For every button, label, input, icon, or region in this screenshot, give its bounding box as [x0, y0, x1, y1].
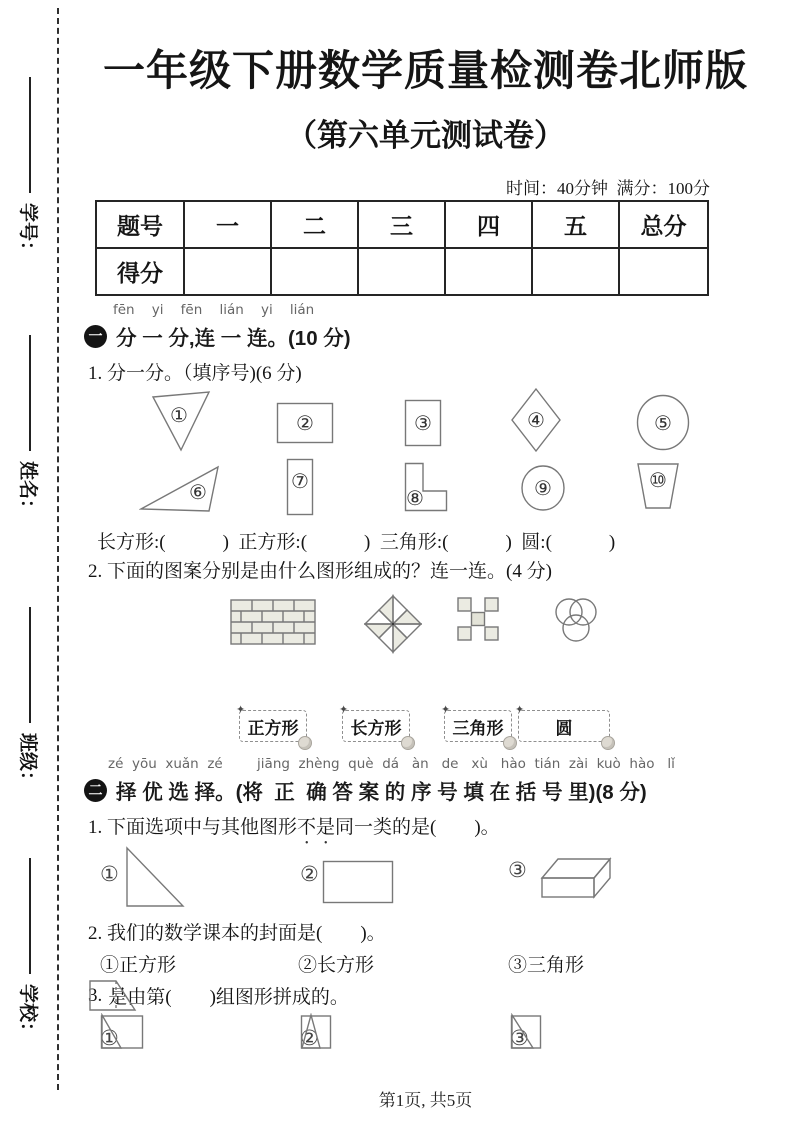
q2-3-option1	[100, 1026, 119, 1050]
pin-icon: ✦	[236, 703, 246, 716]
binding-dashed-line	[57, 8, 59, 1090]
q2-2-option3: ③三角形	[508, 955, 585, 976]
tag-triangle	[441, 703, 512, 742]
tag-rectangle	[339, 703, 410, 742]
q2-1-text-pre: 1. 下面选项中与其他图形	[88, 817, 298, 838]
q1-1-answer-line: 长方形:( ) 正方形:( ) 三角形:( ) 圆:( )	[97, 532, 616, 553]
write-line	[29, 335, 31, 451]
name-label: 姓名：	[17, 461, 39, 519]
pinwheel-pattern	[364, 592, 422, 656]
sticker-icon	[298, 736, 312, 750]
student-id-label: 学号：	[17, 203, 39, 261]
section1-number-badge: 一	[84, 325, 107, 348]
brick-wall-pattern	[230, 599, 316, 645]
cell-part-5: 五	[532, 201, 619, 248]
tag-circle-label: 圆	[555, 718, 573, 738]
tag-square	[236, 703, 307, 742]
q2-3-option2-isosceles-triangle	[300, 1013, 322, 1050]
time-score-info: 时间：40分钟 满分：100分	[506, 179, 710, 198]
q1-1-text: 1. 分一分。（填序号)(6 分)	[88, 363, 302, 384]
diamond-shape-4	[510, 387, 562, 453]
q2-1-option1-right-triangle	[124, 845, 186, 909]
q2-3-option3-number: ③	[510, 1026, 529, 1050]
section1-title: 分 一 分,连 一 连。(10 分)	[116, 327, 351, 350]
cell-part-1: 一	[184, 201, 271, 248]
q2-3-option3-right-triangle	[510, 1013, 536, 1050]
q2-1-text-emphasis: 不是	[297, 817, 336, 838]
q2-1-option2-rectangle	[322, 860, 394, 904]
l-shape-8	[404, 462, 448, 512]
svg-text:④: ④	[527, 408, 545, 432]
cell-total: 总分	[619, 201, 708, 248]
trapezoid-shape-10	[636, 462, 680, 510]
cell-score-label: 得分	[96, 248, 184, 295]
paper-title: 一年级下册数学质量检测卷北师版	[102, 49, 748, 95]
write-line	[29, 77, 31, 193]
cell-question-no: 题号	[96, 201, 184, 248]
score-table-header-row	[96, 201, 708, 248]
svg-text:③: ③	[414, 411, 432, 435]
pin-icon: ✦	[515, 703, 525, 716]
tag-square-label: 正方形	[247, 718, 299, 738]
q2-3-option2-number: ②	[300, 1026, 319, 1050]
tag-triangle-label: 三角形	[452, 718, 504, 738]
section1-pinyin: fēn yi fēn lián yi lián	[113, 302, 315, 318]
score-table-score-row	[96, 248, 708, 295]
cell-part-3: 三	[358, 201, 445, 248]
q2-3-option1-right-triangle	[100, 1013, 124, 1050]
q2-2-text: 2. 我们的数学课本的封面是( )。	[88, 923, 386, 944]
name-field	[15, 311, 45, 549]
q2-3-suffix: 是由第( )组图形拼成的。	[108, 987, 349, 1008]
tall-rectangle-shape-7	[286, 458, 314, 516]
section2-number-badge: 二	[84, 779, 107, 802]
svg-text:⑦: ⑦	[291, 469, 309, 493]
inverted-triangle-shape-1	[150, 389, 212, 453]
section2-pinyin: zé yōu xuǎn zé jiāng zhèng què dá àn de xù hào tián zài kuò hào lǐ	[108, 756, 675, 772]
cell-score-4	[445, 248, 532, 295]
rectangle-shape-2	[276, 402, 334, 444]
cell-part-4: 四	[445, 201, 532, 248]
class-field	[15, 583, 45, 821]
q2-1-option2-number: ②	[300, 862, 319, 886]
sticker-icon	[401, 736, 415, 750]
school-field	[15, 834, 45, 1072]
svg-text:⑧: ⑧	[406, 486, 424, 510]
section2-heading	[84, 775, 647, 805]
svg-text:⑩: ⑩	[649, 468, 667, 492]
cell-score-3	[358, 248, 445, 295]
cell-part-2: 二	[271, 201, 358, 248]
q2-1-text	[88, 812, 500, 849]
tag-circle	[515, 703, 610, 742]
svg-text:①: ①	[170, 403, 188, 427]
q2-2-option1: ①正方形	[100, 955, 177, 976]
class-label: 班级：	[17, 733, 39, 791]
paper-subtitle: （第六单元测试卷）	[286, 118, 565, 153]
svg-text:⑥: ⑥	[189, 480, 207, 504]
circle-shape-9	[520, 464, 566, 512]
student-id-field	[15, 53, 45, 291]
cell-score-total	[619, 248, 708, 295]
svg-text:⑤: ⑤	[654, 411, 672, 435]
school-label: 学校：	[17, 984, 39, 1042]
three-circles-pattern	[551, 597, 601, 645]
q2-3-line	[88, 982, 349, 1009]
svg-text:②: ②	[296, 411, 314, 435]
tag-rectangle-label: 长方形	[350, 718, 402, 738]
q2-1-option1-number: ①	[100, 862, 119, 886]
q2-3-option1-number: ①	[100, 1026, 119, 1050]
circle-shape-5	[636, 394, 690, 451]
section2-title: 择 优 选 择。(将 正 确 答 案 的 序 号 填 在 括 号 里)(8 分)	[116, 781, 647, 804]
q2-3-composite-trapezoid	[88, 979, 138, 1013]
pin-icon: ✦	[441, 703, 451, 716]
q2-1-option3-number: ③	[508, 858, 527, 882]
svg-text:⑨: ⑨	[534, 476, 552, 500]
q2-3-option2	[300, 1026, 319, 1050]
sticker-icon	[503, 736, 517, 750]
q1-2-text: 2. 下面的图案分别是由什么图形组成的？连一连。(4 分)	[88, 561, 552, 582]
pin-icon: ✦	[339, 703, 349, 716]
write-line	[29, 607, 31, 723]
squares-cross-pattern	[457, 597, 499, 641]
scalene-triangle-shape-6	[139, 461, 221, 513]
sticker-icon	[601, 736, 615, 750]
q2-1-option3-cuboid	[532, 850, 618, 902]
cell-score-2	[271, 248, 358, 295]
square-shape-3	[404, 399, 442, 447]
q2-2-option2: ②长方形	[298, 955, 375, 976]
cell-score-1	[184, 248, 271, 295]
score-table	[95, 200, 709, 296]
q2-3-prefix: 3.	[88, 984, 103, 1006]
cell-score-5	[532, 248, 619, 295]
page-footer: 第1页, 共5页	[378, 1091, 473, 1110]
q2-1-text-post: 同一类的是( )。	[335, 817, 500, 838]
section1-heading	[84, 321, 351, 351]
q2-3-option3	[510, 1026, 529, 1050]
write-line	[29, 858, 31, 974]
